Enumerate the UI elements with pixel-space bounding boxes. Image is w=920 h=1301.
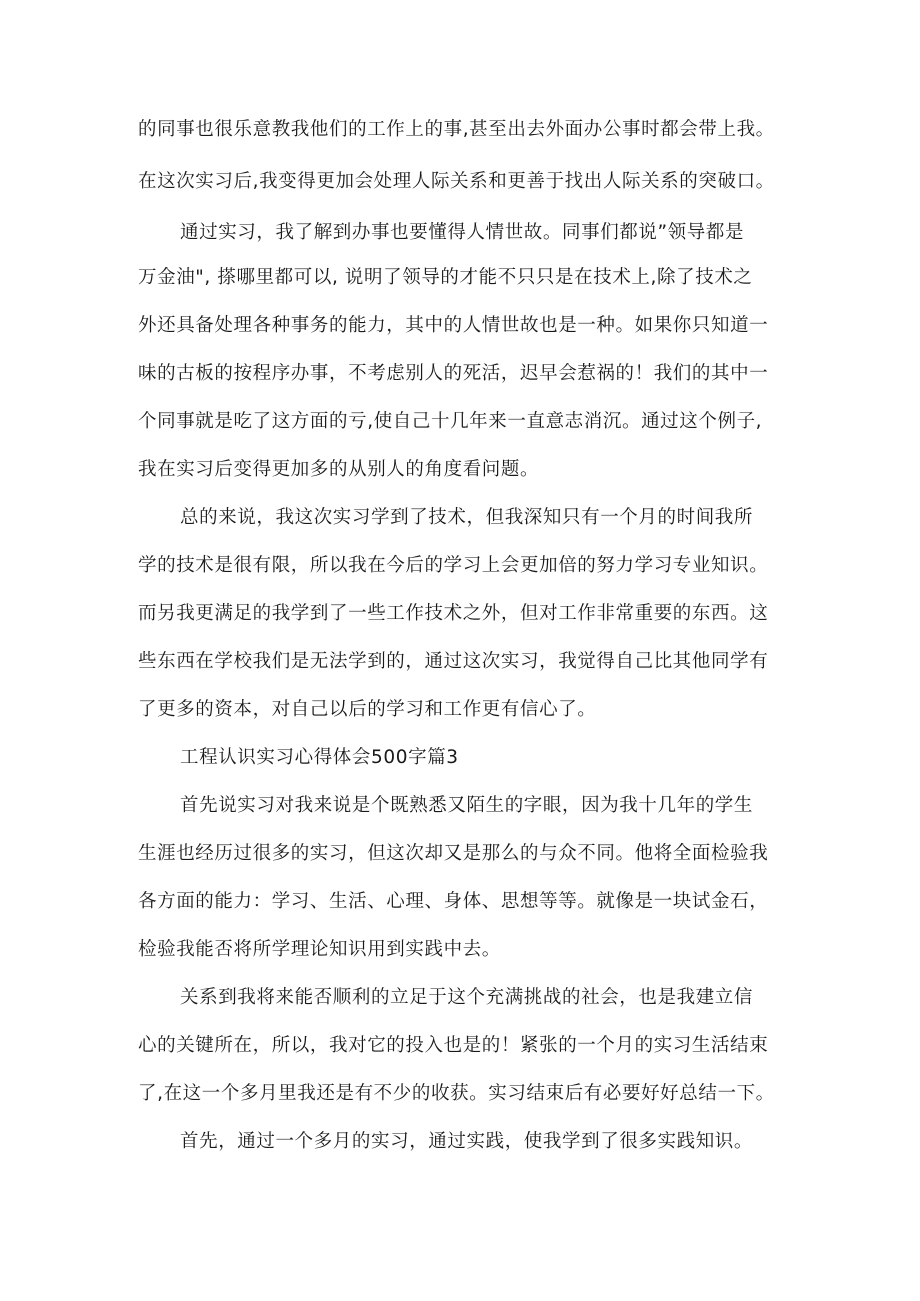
text-line: 而另我更满足的我学到了一些工作技术之外，但对工作非常重要的东西。这 <box>138 603 769 624</box>
text-line: 个同事就是吃了这方面的亏,使自己十几年来一直意志消沉。通过这个例子, <box>138 411 763 432</box>
paragraph-start-line: 通过实习，我了解到办事也要懂得人情世故。同事们都说”领导都是 <box>180 222 745 243</box>
text-line: 外还具备处理各种事务的能力，其中的人情世故也是一种。如果你只知道一 <box>138 315 769 336</box>
text-line: 了,在这一个多月里我还是有不少的收获。实习结束后有必要好好总结一下。 <box>138 1083 775 1104</box>
text-line: 学的技术是很有限，所以我在今后的学习上会更加倍的努力学习专业知识。 <box>138 555 769 576</box>
text-line: 在这次实习后,我变得更加会处理人际关系和更善于找出人际关系的突破口。 <box>138 171 775 192</box>
section-heading: 工程认识实习心得体会500字篇3 <box>180 747 459 768</box>
text-line: 心的关键所在，所以，我对它的投入也是的！紧张的一个月的实习生活结束 <box>138 1035 769 1056</box>
paragraph-start-line: 首先，通过一个多月的实习，通过实践，使我学到了很多实践知识。 <box>180 1131 754 1152</box>
paragraph-start-line: 首先说实习对我来说是个既熟悉又陌生的字眼，因为我十几年的学生 <box>180 795 754 816</box>
text-line: 的同事也很乐意教我他们的工作上的事,甚至出去外面办公事时都会带上我。 <box>138 119 775 140</box>
text-line: 了更多的资本，对自己以后的学习和工作更有信心了。 <box>138 699 597 720</box>
paragraph-start-line: 关系到我将来能否顺利的立足于这个充满挑战的社会，也是我建立信 <box>180 987 754 1008</box>
text-line: 检验我能否将所学理论知识用到实践中去。 <box>138 939 501 960</box>
text-line: 生涯也经历过很多的实习，但这次却又是那么的与众不同。他将全面检验我 <box>138 843 769 864</box>
text-line: 万金油", 搽哪里都可以, 说明了领导的才能不只只是在技术上,除了技术之 <box>138 267 753 288</box>
text-line: 我在实习后变得更加多的从别人的角度看问题。 <box>138 459 540 480</box>
paragraph-start-line: 总的来说，我这次实习学到了技术，但我深知只有一个月的时间我所 <box>180 507 754 528</box>
text-line: 些东西在学校我们是无法学到的，通过这次实习，我觉得自己比其他同学有 <box>138 651 769 672</box>
text-line: 味的古板的按程序办事，不考虑别人的死活，迟早会惹祸的！我们的其中一 <box>138 363 769 384</box>
text-line: 各方面的能力：学习、生活、心理、身体、思想等等。就像是一块试金石， <box>138 891 769 912</box>
